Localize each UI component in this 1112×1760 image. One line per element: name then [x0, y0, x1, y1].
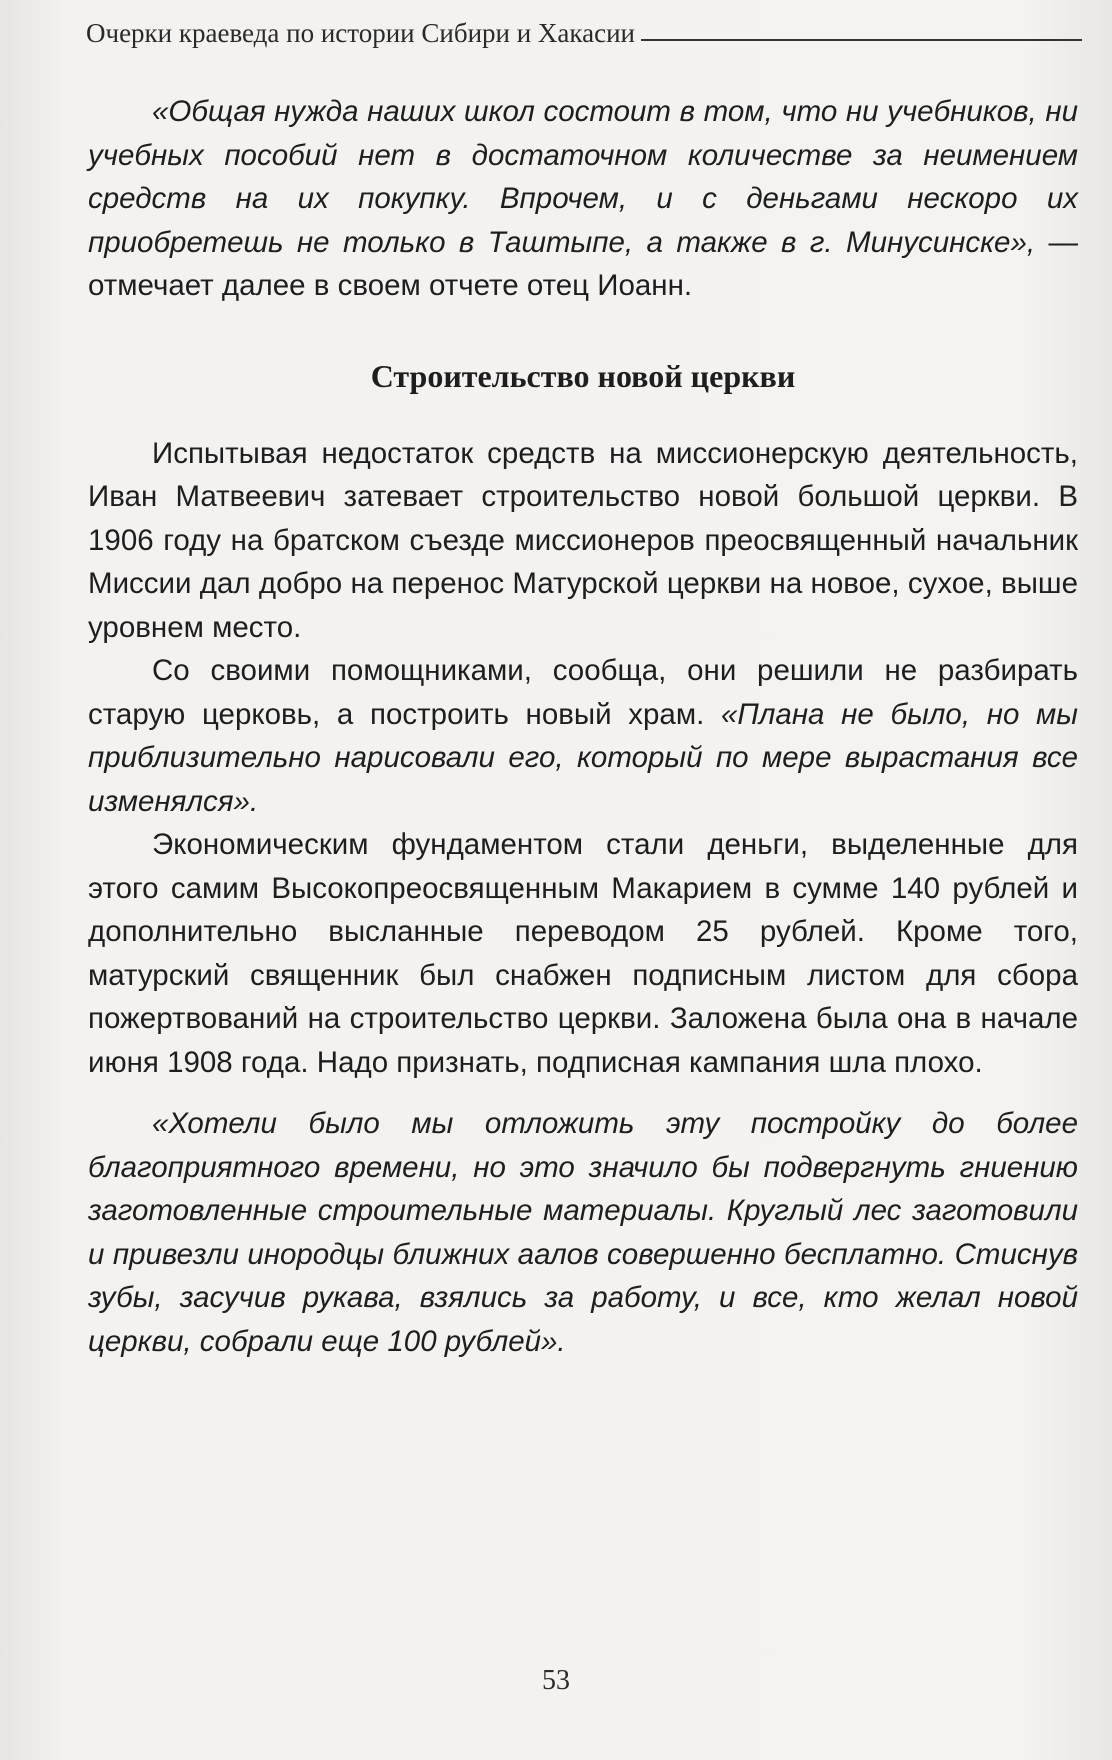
section-heading: Строительство новой церкви [370, 357, 796, 394]
quote-1: «Общая нужда наших школ состоит в том, что ни учебников, ни учебных пособий нет в достаточном количестве за неимением средств на их покупку. Впрочем, и с деньгами нескоро их приобретешь не только в Таштыпе, а также в г. Минусинске», [88, 95, 1078, 259]
running-title: Очерки краеведа по истории Сибири и Хакасии [86, 18, 635, 48]
paragraph-3: Экономическим фундаментом стали деньги, выделенные для этого самим Высокопреосвященным Макарием в сумме 140 рублей и дополнительно высланные переводом 25 рублей. Кроме того, матурский священник был снабжен подписным листом для сбора пожертвований на строительство церкви. Заложена была она в начале июня 1908 года. Надо признать, подписная кампания шла плохо. [88, 828, 1078, 1079]
body-text [88, 90, 1078, 1363]
page-number: 53 [542, 1665, 570, 1696]
quote-1-attribution: — отмечает далее в своем отчете отец Иоанн. [88, 225, 1078, 302]
quote-paragraph-1 [88, 90, 1078, 308]
running-header [86, 18, 1082, 49]
paragraph-2-text: Со своими помощниками, сообща, они решили не разбирать старую церковь, а построить новый храм. [88, 654, 1078, 731]
quote-paragraph-2: «Хотели было мы отложить эту постройку до более благоприятного времени, но это значило бы подвергнуть гниению заготовленные строительные материалы. Круглый лес заготовили и привезли инородцы ближних аалов совершенно бесплатно. Стиснув зубы, засучив рукава, взялись за работу, и все, кто желал новой церкви, собрали еще 100 рублей». [88, 1107, 1078, 1358]
paragraph-2 [88, 649, 1078, 823]
paragraph-2-quote: «Плана не было, но мы приблизительно нарисовали его, который по мере вырастания все изменялся». [88, 697, 1078, 818]
paragraph-1: Испытывая недостаток средств на миссионерскую деятельность, Иван Матвеевич затевает строительство новой большой церкви. В 1906 году на братском съезде миссионеров преосвященный начальник Миссии дал добро на перенос Матурской церкви на новое, сухое, выше уровнем место. [88, 436, 1078, 644]
header-rule [641, 39, 1082, 41]
